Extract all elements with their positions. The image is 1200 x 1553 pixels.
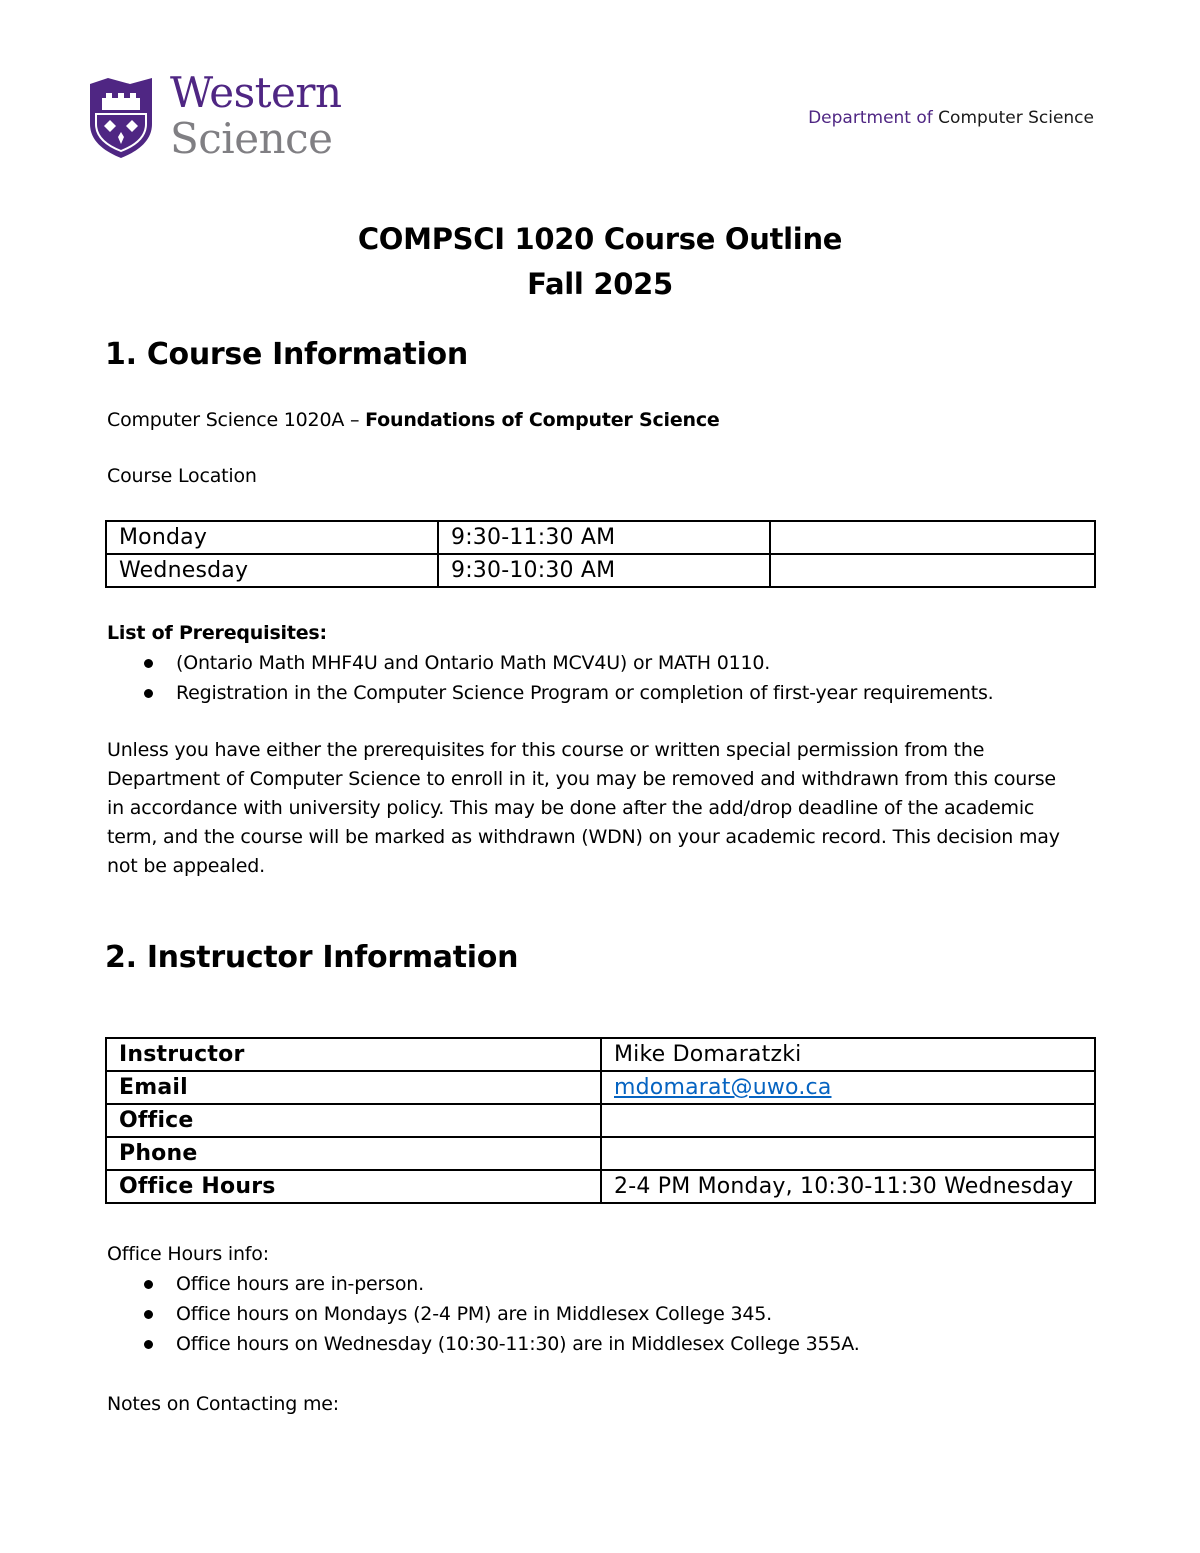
- table-row: [106, 521, 1095, 554]
- department-name: Computer Science: [938, 108, 1094, 128]
- instructor-info-table: [105, 1037, 1096, 1204]
- schedule-room: [770, 554, 1095, 587]
- list-item: Office hours on Wednesday (10:30-11:30) are in Middlesex College 355A.: [107, 1329, 860, 1359]
- section-heading-course-information: 1. Course Information: [105, 337, 468, 372]
- prerequisites-list: [107, 648, 994, 708]
- list-item: Office hours are in-person.: [107, 1269, 860, 1299]
- schedule-time: 9:30-11:30 AM: [438, 521, 770, 554]
- list-item: (Ontario Math MHF4U and Ontario Math MCV4U) or MATH 0110.: [107, 648, 994, 678]
- table-row: [106, 554, 1095, 587]
- department-label: [808, 108, 1094, 128]
- instructor-value: Mike Domaratzki: [601, 1038, 1095, 1071]
- course-location-label: Course Location: [107, 465, 257, 487]
- office-hours-info-label: Office Hours info:: [107, 1243, 269, 1265]
- list-item: Office hours on Mondays (2-4 PM) are in Middlesex College 345.: [107, 1299, 860, 1329]
- phone-label: Phone: [106, 1137, 601, 1170]
- phone-value: [601, 1137, 1095, 1170]
- office-hours-value: 2-4 PM Monday, 10:30-11:30 Wednesday: [601, 1170, 1095, 1203]
- course-name-line: [107, 406, 720, 435]
- logo-text-science: Science: [170, 114, 333, 163]
- instructor-label: Instructor: [106, 1038, 601, 1071]
- contact-notes-label: Notes on Contacting me:: [107, 1393, 339, 1415]
- schedule-time: 9:30-10:30 AM: [438, 554, 770, 587]
- document-title: COMPSCI 1020 Course Outline: [357, 222, 843, 256]
- table-row: [106, 1104, 1095, 1137]
- schedule-day: Wednesday: [106, 554, 438, 587]
- table-row: [106, 1170, 1095, 1203]
- list-item: Registration in the Computer Science Program or completion of first-year requirements.: [107, 678, 994, 708]
- paragraph-line: Unless you have either the prerequisites for this course or written special permission from the: [107, 739, 985, 761]
- email-value: [601, 1071, 1095, 1104]
- department-prefix: Department of: [808, 108, 933, 128]
- table-row: [106, 1038, 1095, 1071]
- logo-text-western: Western: [170, 68, 342, 117]
- paragraph-line: term, and the course will be marked as withdrawn (WDN) on your academic record. This decision may: [107, 826, 1060, 848]
- paragraph-line: not be appealed.: [107, 855, 265, 877]
- course-title: Foundations of Computer Science: [365, 409, 720, 431]
- paragraph-line: in accordance with university policy. This may be done after the add/drop deadline of the academic: [107, 797, 1035, 819]
- office-value: [601, 1104, 1095, 1137]
- office-hours-label: Office Hours: [106, 1170, 601, 1203]
- section-heading-instructor-information: 2. Instructor Information: [105, 940, 519, 975]
- western-science-logo: [88, 68, 348, 166]
- prerequisites-label: [107, 619, 327, 648]
- email-label: Email: [106, 1071, 601, 1104]
- prerequisite-policy-paragraph: [107, 736, 1060, 881]
- schedule-day: Monday: [106, 521, 438, 554]
- prerequisites-label-text: List of Prerequisites:: [107, 622, 327, 644]
- office-hours-info-list: [107, 1269, 860, 1359]
- course-code: Computer Science 1020A –: [107, 409, 360, 431]
- table-row: [106, 1071, 1095, 1104]
- table-row: [106, 1137, 1095, 1170]
- office-label: Office: [106, 1104, 601, 1137]
- schedule-room: [770, 521, 1095, 554]
- course-schedule-table: [105, 520, 1096, 588]
- paragraph-line: Department of Computer Science to enroll in it, you may be removed and withdrawn from this course: [107, 768, 1056, 790]
- email-link[interactable]: mdomarat@uwo.ca: [614, 1075, 832, 1100]
- document-term: Fall 2025: [527, 267, 673, 301]
- crest-icon: [90, 78, 152, 158]
